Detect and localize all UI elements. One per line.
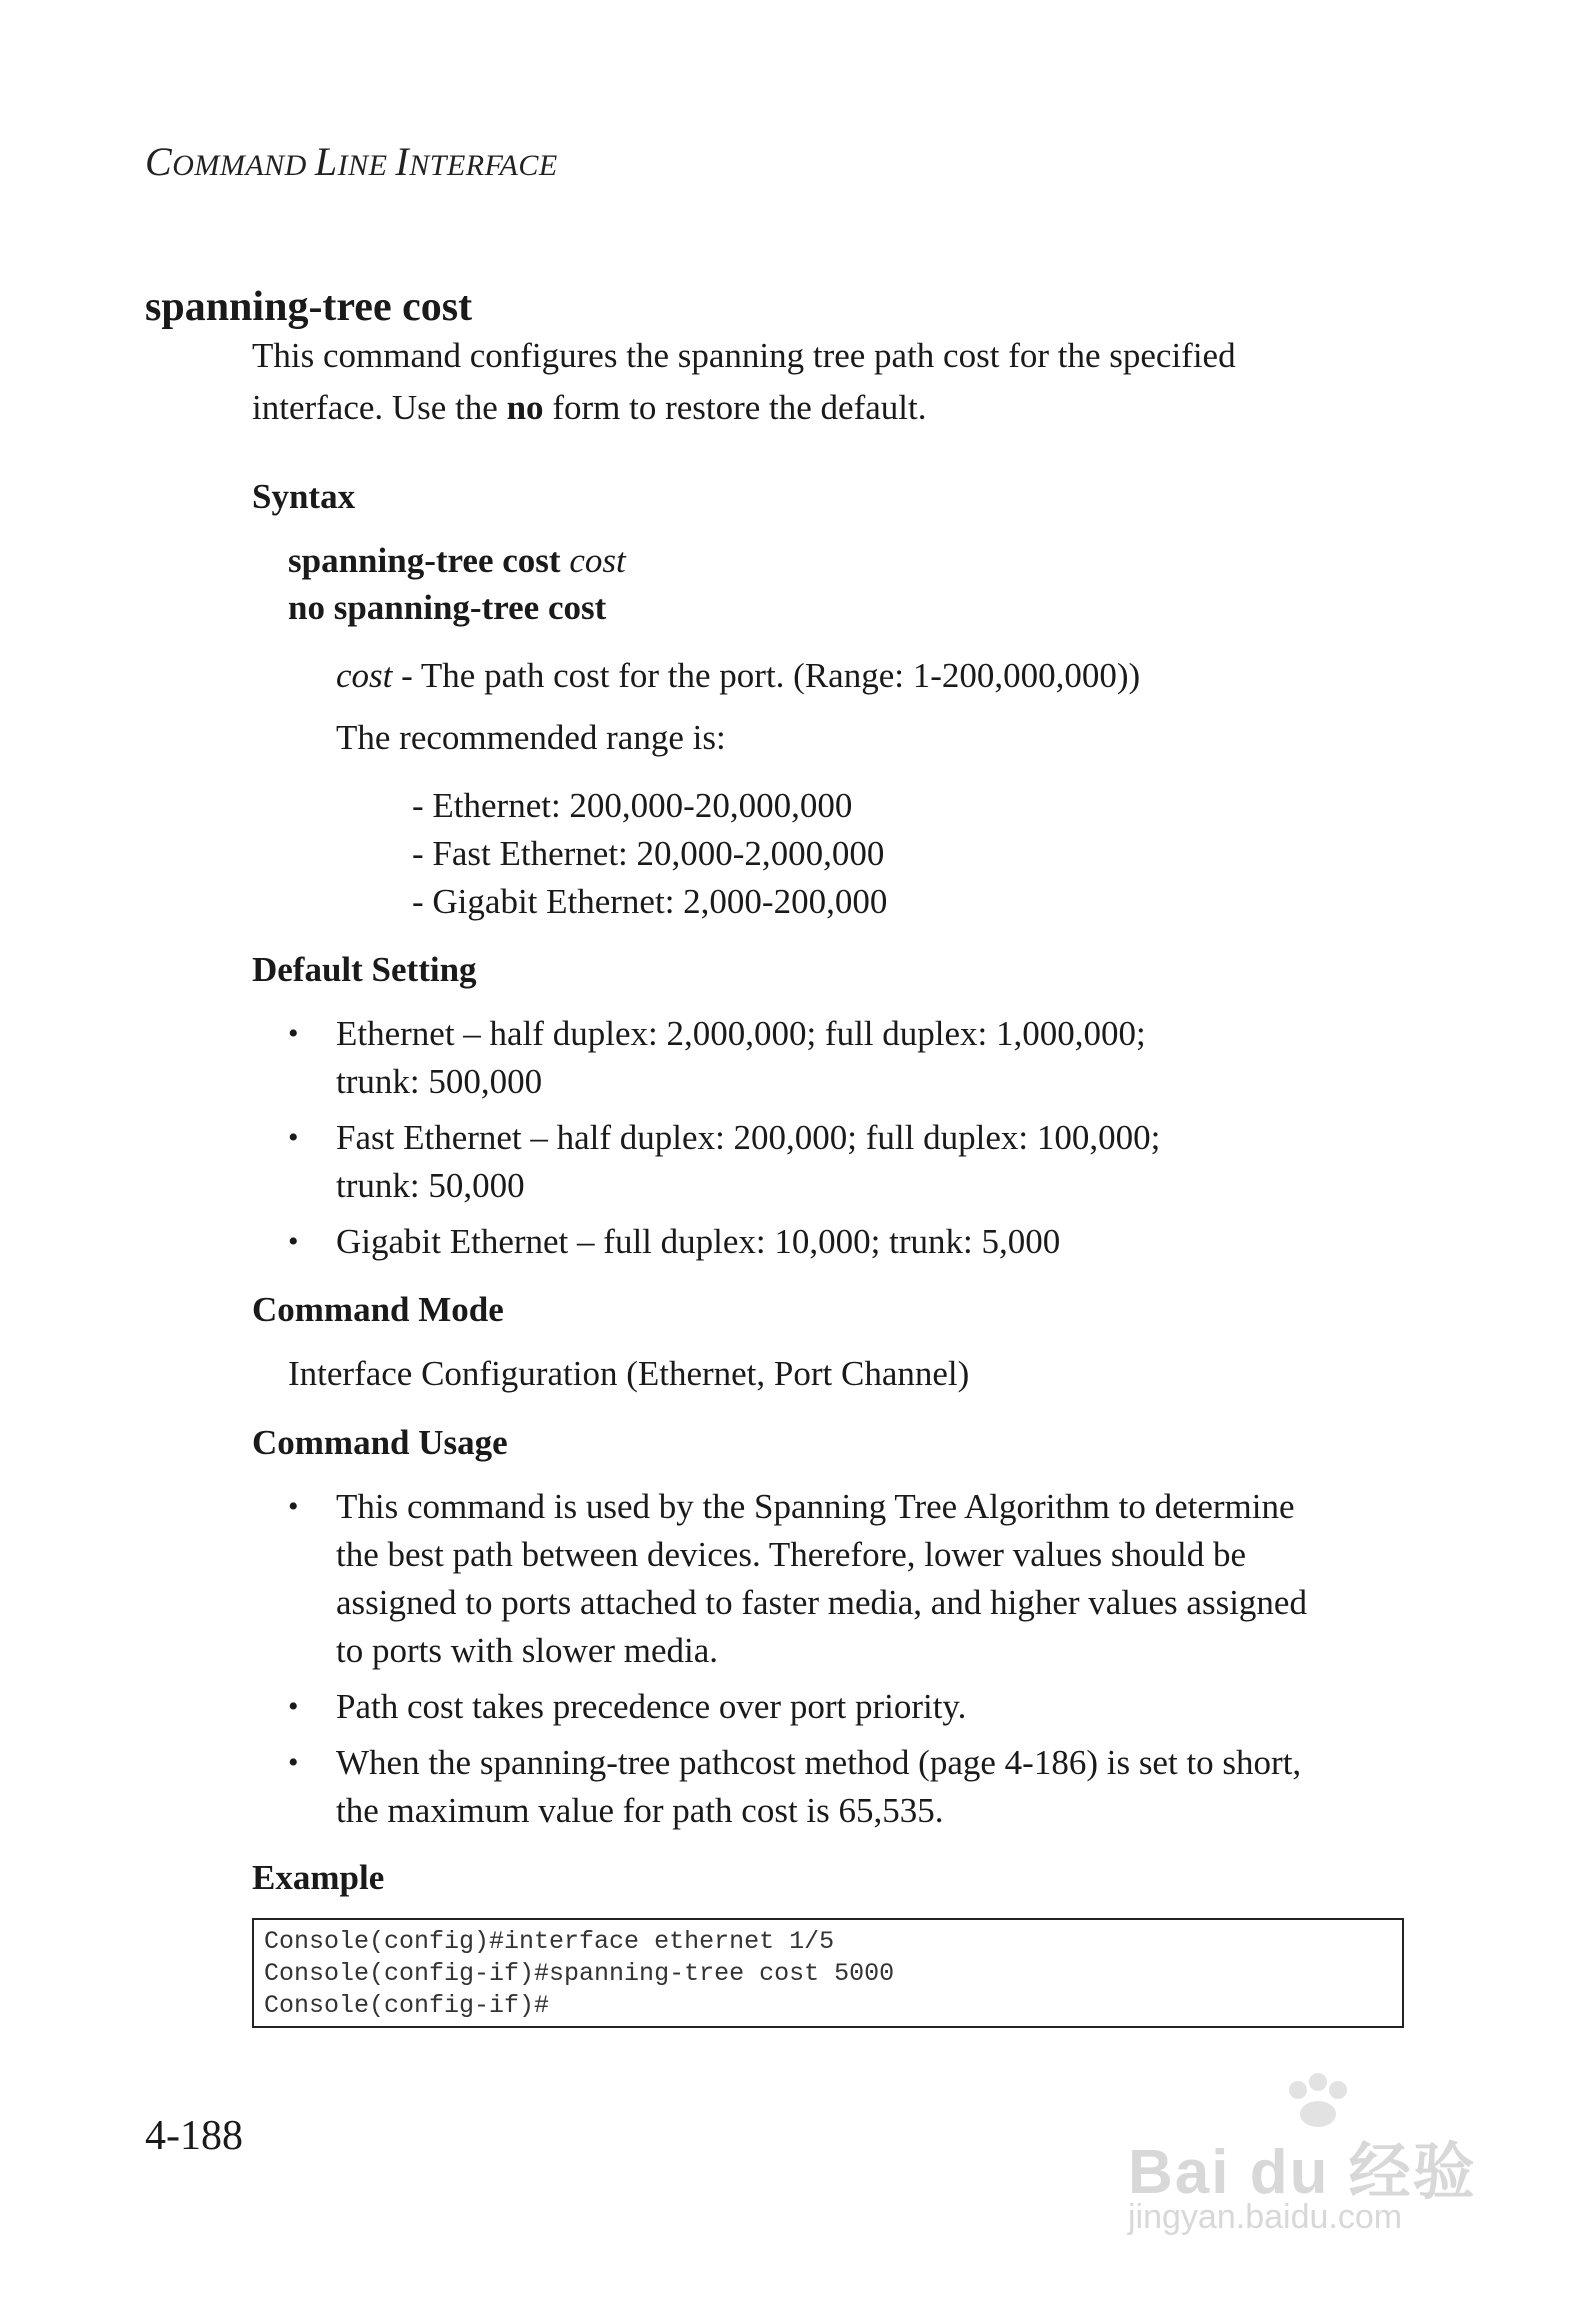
bullet-icon: • (288, 1225, 299, 1258)
range-item: - Fast Ethernet: 20,000-2,000,000 (412, 834, 885, 873)
code-example-box (252, 1918, 1404, 2028)
running-header (145, 138, 558, 185)
usage-item-1-line: to ports with slower media. (336, 1631, 719, 1670)
syntax-param: cost (569, 541, 626, 580)
bullet-icon: • (288, 1121, 299, 1154)
header-part: I (395, 139, 410, 184)
header-part: C (145, 139, 173, 184)
command-mode-heading: Command Mode (252, 1290, 504, 1329)
usage-item-1-line: the best path between devices. Therefore, lower values should be (336, 1535, 1246, 1574)
page-number: 4-188 (145, 2113, 243, 2159)
default-item-1-line-2: trunk: 500,000 (336, 1062, 543, 1101)
code-line: Console(config-if)# (264, 1991, 550, 2020)
usage-item-3-line: the maximum value for path cost is 65,535. (336, 1791, 944, 1830)
range-item: - Gigabit Ethernet: 2,000-200,000 (412, 882, 888, 921)
code-line: Console(config-if)#spanning-tree cost 5000 (264, 1959, 895, 1988)
syntax-command-2: no spanning-tree cost (288, 588, 607, 627)
command-usage-heading: Command Usage (252, 1423, 508, 1462)
watermark-url: jingyan.baidu.com (1128, 2198, 1403, 2236)
bullet-icon: • (288, 1690, 299, 1723)
syntax-command-text: spanning-tree cost (288, 541, 570, 580)
section-title: spanning-tree cost (145, 284, 473, 330)
header-part: OMMAND (172, 149, 315, 182)
default-item-1-line-1: Ethernet – half duplex: 2,000,000; full duplex: 1,000,000; (336, 1014, 1146, 1053)
intro-text: interface. Use the (252, 388, 507, 427)
intro-bold-no: no (506, 388, 544, 427)
param-description (336, 650, 1140, 702)
usage-item-1-line: assigned to ports attached to faster media, and higher values assigned (336, 1583, 1307, 1622)
paw-icon (1278, 2070, 1358, 2130)
usage-item-3-line: When the spanning-tree pathcost method (page 4-186) is set to short, (336, 1743, 1302, 1782)
bullet-icon: • (288, 1490, 299, 1523)
syntax-heading: Syntax (252, 477, 356, 516)
header-part: NTERFACE (409, 149, 558, 182)
watermark-logo: Bai du 经验 (1128, 2138, 1477, 2207)
intro-line-1: This command configures the spanning tree path cost for the specified (252, 336, 1236, 375)
header-part: L (314, 139, 338, 184)
intro-text: form to restore the default. (543, 388, 927, 427)
watermark (1128, 2070, 1488, 2240)
recommended-range-label: The recommended range is: (336, 718, 726, 757)
default-item-3-line-1: Gigabit Ethernet – full duplex: 10,000; trunk: 5,000 (336, 1222, 1061, 1261)
bullet-icon: • (288, 1017, 299, 1050)
code-line: Console(config)#interface ethernet 1/5 (264, 1927, 835, 1956)
command-mode-text: Interface Configuration (Ethernet, Port Channel) (288, 1354, 970, 1393)
default-setting-heading: Default Setting (252, 950, 477, 989)
header-part: INE (337, 149, 396, 182)
syntax-command-1 (288, 535, 626, 587)
default-item-2-line-1: Fast Ethernet – half duplex: 200,000; full duplex: 100,000; (336, 1118, 1161, 1157)
default-item-2-line-2: trunk: 50,000 (336, 1166, 525, 1205)
param-desc-text: - The path cost for the port. (Range: 1-200,000,000)) (392, 656, 1141, 695)
example-heading: Example (252, 1858, 385, 1897)
usage-item-2: Path cost takes precedence over port priority. (336, 1687, 967, 1726)
intro-line-2 (252, 382, 926, 434)
range-item: - Ethernet: 200,000-20,000,000 (412, 786, 853, 825)
usage-item-1-line: This command is used by the Spanning Tree Algorithm to determine (336, 1487, 1295, 1526)
bullet-icon: • (288, 1746, 299, 1779)
param-name: cost (336, 656, 393, 695)
